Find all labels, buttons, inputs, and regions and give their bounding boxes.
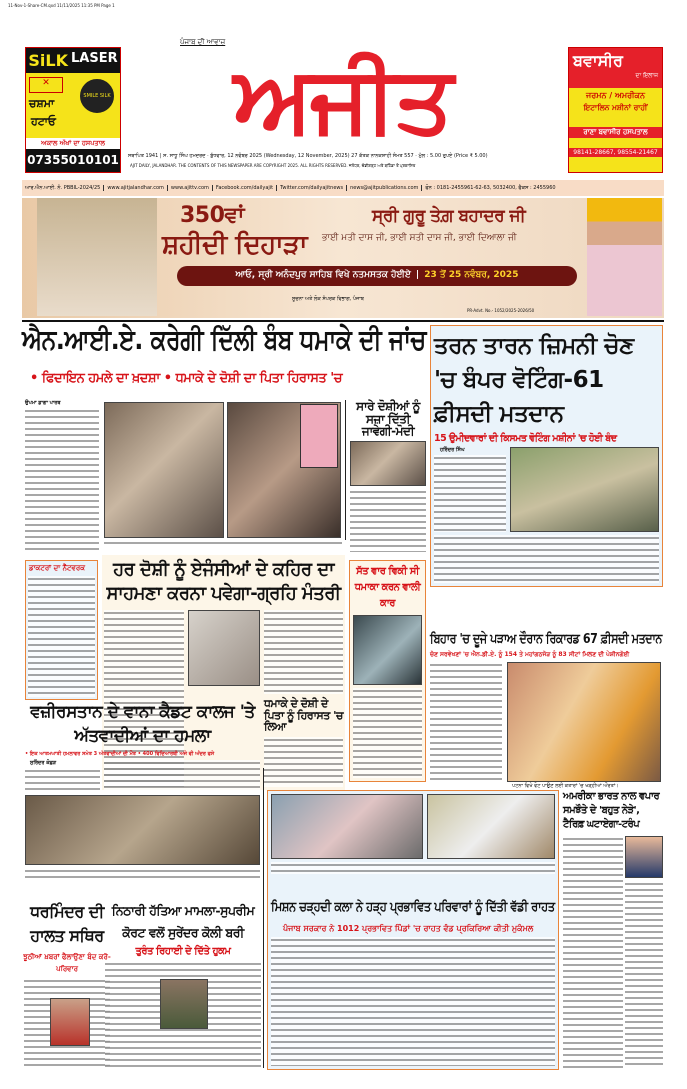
- ad-line3: ਰਾਣਾ ਬਵਾਸੀਰ ਹਸਪਤਾਲ: [569, 127, 662, 138]
- guru-illustration: [37, 198, 157, 316]
- bihar-body: [430, 662, 502, 784]
- rni-number: ਆਰ.ਐਨ.ਆਈ. ਨੰ. PBBIL-2024/25: [22, 185, 104, 191]
- car-body: [353, 688, 422, 778]
- dharmendra-photo: [50, 998, 90, 1046]
- ad-sub: ਦਾ ਇਲਾਜ: [635, 72, 658, 79]
- lead-photo-1: [104, 402, 224, 538]
- modi-headline: ਸਾਰੇ ਦੋਸ਼ੀਆਂ ਨੂੰ ਸਜ਼ਾ ਦਿੱਤੀ ਜਾਵੇਗੀ-ਮੋਦੀ: [356, 399, 420, 439]
- website-link[interactable]: www.ajitjalandhar.com: [104, 185, 168, 191]
- banner-title: ਸ਼ਹੀਦੀ ਦਿਹਾੜਾ: [162, 230, 308, 260]
- lead-headline: ਐਨ.ਆਈ.ਏ. ਕਰੇਗੀ ਦਿੱਲੀ ਬੰਬ ਧਮਾਕੇ ਦੀ ਜਾਂਚ: [22, 323, 426, 356]
- waziristan-headline: ਵਜ਼ੀਰਸਤਾਨ ਦੇ ਵਾਨਾ ਕੈਡਟ ਕਾਲਜ 'ਤੇ ਅੱਤਵਾਦੀਆਂ ਦਾ ਹਮਲਾ: [30, 702, 255, 746]
- bihar-headline: ਬਿਹਾਰ 'ਚ ਦੂਜੇ ਪੜਾਅ ਦੌਰਾਨ ਰਿਕਾਰਡ 67 ਫ਼ੀਸਦੀ ਮਤਦਾਨ: [430, 631, 662, 647]
- ad-piles-hospital[interactable]: [568, 47, 663, 173]
- cadet-college-caption: [25, 868, 260, 882]
- us-india-headline: ਅਮਰੀਕਾ ਭਾਰਤ ਨਾਲ ਵਪਾਰ ਸਮਝੌਤੇ ਦੇ 'ਬਹੁਤ ਨੇੜੇ', ਟੈਰਿਫ਼ ਘਟਾਏਗਾ-ਟਰੰਪ: [563, 791, 660, 830]
- tarn-taran-subhead: 15 ਉਮੀਦਵਾਰਾਂ ਦੀ ਕਿਸਮਤ ਵੋਟਿੰਗ ਮਸ਼ੀਨਾਂ 'ਚ ਹੋਈ ਬੰਦ: [434, 433, 617, 444]
- relief-headline: ਮਿਸ਼ਨ ਚੜ੍ਹਦੀ ਕਲਾ ਨੇ ਹੜ੍ਹ ਪ੍ਰਭਾਵਿਤ ਪਰਿਵਾਰਾਂ ਨੂੰ ਦਿੱਤੀ ਵੱਡੀ ਰਾਹਤ: [271, 900, 555, 915]
- ad-phone: 07355010101: [27, 153, 119, 167]
- lead-byline: ਉਪਮਾ ਡਾਗਾ ਪਾਰਥ: [25, 400, 61, 406]
- facebook-link[interactable]: Facebook.com/dailyajit: [213, 185, 277, 191]
- lead-article-body: [25, 408, 99, 552]
- waziristan-byline: ਸੁਰਿੰਦਰ ਕੋਛੜ: [30, 760, 57, 766]
- ad-line1: ਚਸ਼ਮਾ: [29, 97, 55, 110]
- dateline: ਸਥਾਪਿਤ 1941 | ਸ. ਸਾਧੂ ਸਿੰਘ ਹਮਦਰਦ · ਬੁੱਧਵਾਰ, 12 ਨਵੰਬਰ 2025 (Wednesday, 12 November, 2025) 27 ਕੱਤਕ ਨਾਨਕਸ਼ਾਹੀ ਸੰਮਤ 557 · ਮੁੱਲ : 5.00 ਰੁਪਏ (Price ₹ 5.00): [128, 153, 488, 159]
- ad-line3: ਅਕਾਲ ਅੱਖਾਂ ਦਾ ਹਸਪਤਾਲ: [26, 138, 120, 149]
- cadet-college-photo: [25, 795, 260, 865]
- tv-link[interactable]: www.ajittv.com: [168, 185, 213, 191]
- banner-ref: PR-Advt. No.- 1052/2025-2026/50: [467, 308, 535, 313]
- waziristan-subhead: • ਇਕ ਆਤਮਘਾਤੀ ਹਮਲਾਵਰ ਸਮੇਤ 3 ਅੱਤਵਾਦੀਆਂ ਦੀ ਮੌਤ • 400 ਵਿਦਿਆਰਥੀ ਅਜੇ ਵੀ ਅੰਦਰ ਫਸੇ: [25, 751, 215, 757]
- us-india-body-2: [625, 881, 663, 1068]
- banner-dates: 23 ਤੋਂ 25 ਨਵੰਬਰ, 2025: [424, 270, 519, 280]
- tarn-taran-byline: ਹਰਿੰਦਰ ਸਿੰਘ: [440, 446, 465, 453]
- column-rule: [263, 768, 264, 1068]
- email-link[interactable]: news@ajitpublications.com: [347, 185, 422, 191]
- relief-box: [267, 790, 559, 1070]
- relief-captions: [271, 862, 555, 874]
- doctors-body: [28, 576, 95, 697]
- tarn-taran-box: [430, 325, 663, 587]
- father-headline: ਧਮਾਕੇ ਦੇ ਦੋਸ਼ੀ ਦੇ ਪਿਤਾ ਨੂੰ ਹਿਰਾਸਤ 'ਚ ਲਿਆ: [264, 697, 343, 734]
- banner-dept: ਸੂਚਨਾ ਅਤੇ ਲੋਕ ਸੰਪਰਕ ਵਿਭਾਗ, ਪੰਜਾਬ: [292, 296, 364, 302]
- ad-line1: ਜਰਮਨ / ਅਮਰੀਕਨ: [586, 91, 645, 100]
- ad-title: ਬਵਾਸੀਰ: [573, 51, 623, 70]
- car-box: [349, 560, 426, 782]
- bihar-voters-photo: [507, 662, 661, 782]
- accused-inset-photo: [300, 404, 338, 468]
- nithari-subhead: ਤੁਰੰਤ ਰਿਹਾਈ ਦੇ ਦਿੱਤੇ ਹੁਕਮ: [135, 946, 231, 957]
- banner-guru: ਸ੍ਰੀ ਗੁਰੂ ਤੇਗ਼ ਬਹਾਦਰ ਜੀ: [372, 206, 526, 226]
- waziristan-body-1: [25, 768, 100, 792]
- banner-ad[interactable]: 350ਵਾਂ ਸ਼ਹੀਦੀ ਦਿਹਾੜਾ ਸ੍ਰੀ ਗੁਰੂ ਤੇਗ਼ ਬਹਾਦਰ ਜੀ ਭਾਈ ਮਤੀ ਦਾਸ ਜੀ, ਭਾਈ ਸਤੀ ਦਾਸ ਜੀ, ਭਾਈ ਦਿਆਲਾ ਜੀ ਆਓ, ਸ੍ਰੀ ਅਨੰਦਪੁਰ ਸਾਹਿਬ ਵਿਖੇ ਨਤਮਸਤਕ ਹੋਈਏ | 23 ਤੋਂ 25 ਨਵੰਬਰ, 2025 ਸੂਚਨਾ ਅਤੇ ਲੋਕ ਸੰਪਰਕ ਵਿਭਾਗ, ਪੰਜਾਬ PR-Advt. No.- 1052/2025-2026/50: [22, 198, 664, 318]
- copyright: AJIT DAILY, JALANDHAR. THE CONTENTS OF THIS NEWSPAPER ARE COPYRIGHT 2025. ALL RIGHTS RESERVED. ਜਲੰਧਰ, ਚੰਡੀਗੜ੍ਹ ਅਤੇ ਬਠਿੰਡਾ ਤੋਂ ਪ੍ਰਕਾਸ਼ਿਤ: [130, 163, 416, 168]
- smile-badge: SMILE SILK: [78, 77, 116, 115]
- doctors-headline: ਡਾਕਟਰਾਂ ਦਾ ਨੈੱਟਵਰਕ: [29, 564, 86, 572]
- home-minister-body-2: [264, 610, 343, 694]
- bihar-subhead: ਚੋਣ ਸਰਵੇਖਣਾਂ 'ਚ ਐਨ.ਡੀ.ਏ. ਨੂੰ 154 ਤੇ ਮਹਾਂਗਠਜੋੜ ਨੂੰ 83 ਸੀਟਾਂ ਮਿਲਣ ਦੀ ਪੇਸ਼ੀਨਗੋਈ: [430, 651, 630, 658]
- doctors-box: [25, 560, 98, 700]
- tagline: ਪੰਜਾਬ ਦੀ ਆਵਾਜ਼: [180, 38, 226, 46]
- glasses-crossed-icon: ✕: [29, 77, 63, 93]
- modi-photo: [350, 441, 426, 486]
- print-slug: 11-Nov-1-Share-CM.qxd 11/11/2025 11:35 PM Page 1: [8, 3, 115, 8]
- koli-photo: [160, 979, 208, 1029]
- tarn-taran-body-2: [434, 535, 659, 583]
- tarn-taran-body-1: [434, 455, 506, 532]
- ad-silk-laser[interactable]: [25, 47, 121, 173]
- ad-line2: ਇਟਾਲਿਨ ਮਸ਼ੀਨਾਂ ਰਾਹੀਂ: [583, 103, 648, 112]
- relief-subhead: ਪੰਜਾਬ ਸਰਕਾਰ ਨੇ 1012 ਪ੍ਰਭਾਵਿਤ ਪਿੰਡਾਂ 'ਚ ਰਾਹਤ ਵੰਡ ਪ੍ਰਕਿਰਿਆ ਕੀਤੀ ਮੁਕੰਮਲ: [283, 923, 534, 933]
- dharmendra-subhead: ਝੂਠੀਆਂ ਖ਼ਬਰਾਂ ਫੈਲਾਉਣਾ ਬੰਦ ਕਰੋ-ਪਰਿਵਾਰ: [23, 953, 111, 973]
- divider: [22, 320, 664, 322]
- relief-photo-1: [271, 794, 423, 859]
- lead-subhead: • ਫਿਦਾਇਨ ਹਮਲੇ ਦਾ ਖ਼ਦਸ਼ਾ • ਧਮਾਕੇ ਦੇ ਦੋਸ਼ੀ ਦਾ ਪਿਤਾ ਹਿਰਾਸਤ 'ਚ: [30, 371, 342, 386]
- banner-invite: ਆਓ, ਸ੍ਰੀ ਅਨੰਦਪੁਰ ਸਾਹਿਬ ਵਿਖੇ ਨਤਮਸਤਕ ਹੋਈਏ: [235, 270, 411, 280]
- tarn-taran-headline: ਤਰਨ ਤਾਰਨ ਜ਼ਿਮਨੀ ਚੋਣ 'ਚ ਬੰਪਰ ਵੋਟਿੰਗ-61 ਫ਼ੀਸਦੀ ਮਤਦਾਨ: [434, 333, 634, 427]
- home-minister-headline: ਹਰ ਦੋਸ਼ੀ ਨੂੰ ਏਜੰਸੀਆਂ ਦੇ ਕਹਿਰ ਦਾ ਸਾਹਮਣਾ ਕਰਨਾ ਪਵੇਗਾ-ਗ੍ਰਹਿ ਮੰਤਰੀ: [106, 559, 341, 604]
- ad-phone: 98141-28667, 98554-21467: [569, 148, 662, 157]
- car-photo: [353, 615, 422, 685]
- info-bar: [22, 180, 664, 196]
- nithari-headline: ਨਿਠਾਰੀ ਹੱਤਿਆ ਮਾਮਲਾ-ਸੁਪਰੀਮ ਕੋਰਟ ਵਲੋਂ ਸੁਰੇਂਦਰ ਕੋਲੀ ਬਰੀ: [111, 903, 255, 940]
- voters-photo: [510, 447, 659, 532]
- bihar-caption: ਪਟਨਾ ਵਿਖੇ ਵੋਟ ਪਾਉਣ ਲਈ ਕਤਾਰਾਂ 'ਚ ਖੜ੍ਹੀਆਂ ਔਰਤਾਂ।: [512, 783, 619, 789]
- twitter-link[interactable]: Twitter.com/dailyajitnews: [277, 185, 347, 191]
- lead-photo-caption: [104, 540, 342, 548]
- dharmendra-headline: ਧਰਮਿੰਦਰ ਦੀ ਹਾਲਤ ਸਥਿਰ: [30, 902, 104, 945]
- masthead-logo: ਅਜੀਤ: [233, 46, 451, 153]
- banner-names: ਭਾਈ ਮਤੀ ਦਾਸ ਜੀ, ਭਾਈ ਸਤੀ ਦਾਸ ਜੀ, ਭਾਈ ਦਿਆਲਾ ਜੀ: [322, 233, 517, 243]
- column-rule: [345, 400, 346, 540]
- cm-photo: [587, 198, 662, 316]
- ad-brand2: LASER: [71, 51, 118, 66]
- car-headline: ਸੱਤ ਵਾਰ ਵਿਕੀ ਸੀ ਧਮਾਕਾ ਕਰਨ ਵਾਲੀ ਕਾਰ: [354, 566, 421, 609]
- ad-line2: ਹਟਾਓ: [31, 115, 56, 128]
- us-india-body: [563, 836, 623, 1068]
- ad-brand: SiLK: [28, 51, 68, 70]
- trump-photo: [625, 836, 663, 878]
- phone-numbers: ਫੋਨ : 0181-2455961-62-63, 5032400, ਫੈਕਸ : 2455960: [425, 185, 556, 191]
- home-minister-photo: [188, 610, 260, 686]
- waziristan-body-2: [104, 760, 260, 792]
- relief-body: [271, 937, 555, 1066]
- relief-photo-2: [427, 794, 555, 859]
- modi-article-body: [350, 489, 426, 552]
- banner-number: 350ਵਾਂ: [180, 203, 244, 228]
- father-body: [264, 737, 343, 787]
